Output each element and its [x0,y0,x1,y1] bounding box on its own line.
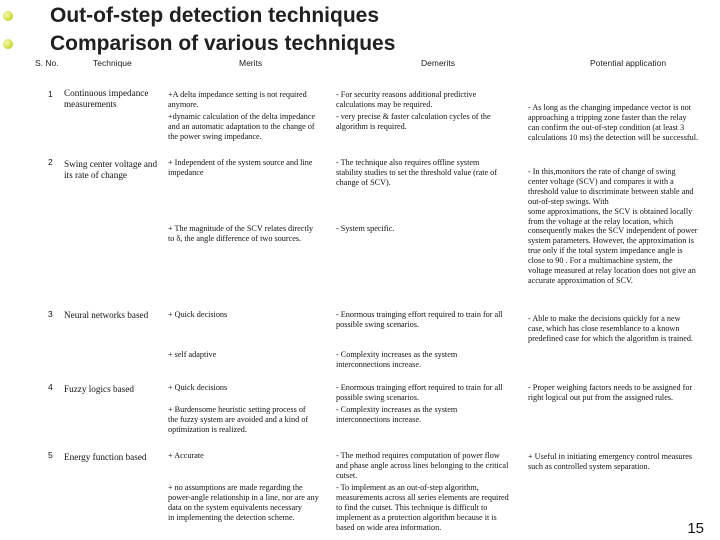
cell-line: based on wide area information. [336,522,442,532]
cell-line: center voltage (SCV) and compares it with a [528,176,674,186]
cell-line: - Enormous trainging effort required to train for all [336,383,503,392]
cell-line: predefined case for which the algorithm is trained. [528,333,694,343]
cell-line: possible swing scenarios. [336,392,420,402]
demerits-cell [336,483,509,533]
technique-cell [64,159,157,181]
merits-cell [168,405,308,435]
cell-line: accurate approximation of SCV. [528,275,633,285]
cell-line: Neural networks based [64,310,149,320]
cell-line: and an automatic adaptation to the change of [168,121,315,131]
cell-line: + self adaptive [168,350,217,359]
cell-line: to find the cutset. This technique is difficult to [336,502,488,512]
merits-cell [168,451,204,461]
demerits-cell [336,405,457,425]
cell-line: + The magnitude of the SCV relates directly [168,224,314,233]
cell-line: + Independent of the system source and line [168,158,313,167]
cell-line: + Accurate [168,451,204,460]
cell-line: - As long as the changing impedance vector is not [528,103,692,112]
cell-line: - very precise & faster calculation cycles of the [336,112,491,121]
cell-line: anymore. [168,99,199,109]
technique-cell [64,310,148,321]
cell-line: approaching a tripping zone faster than the relay [528,112,687,122]
row-number: 1 [48,89,53,99]
slide-title-line-1: Out-of-step detection techniques [50,4,380,27]
cell-line: + Quick decisions [168,383,228,392]
demerits-cell [336,112,491,132]
cell-line: + no assumptions are made regarding the [168,483,303,492]
merits-cell [168,158,312,178]
cell-line: - To implement as an out-of-step algorithm, [336,483,479,492]
cell-line: and phase angle across lines belonging to the critical [336,460,509,470]
cell-line: data on the system equivalents necessary [168,502,302,512]
cell-line: - System specific. [336,224,395,233]
cell-line: system parameters. However, the approximation is [528,236,694,246]
header-sno: S. No. [35,58,59,68]
merits-cell [168,310,227,320]
demerits-cell [336,310,503,330]
cell-line: + Burdensome heuristic setting process of [168,405,306,414]
cell-line: Continuous impedance [64,88,149,98]
cell-line: algorithm is required. [336,121,407,131]
merits-cell [168,350,216,360]
cell-line: voltage measured at relay location does not give an [528,266,696,276]
cell-line: some approximations, the SCV is obtained locally [528,206,693,216]
cell-line: - For security reasons additional predictive [336,90,477,99]
merits-cell [168,483,319,523]
merits-cell [168,383,227,393]
application-cell [528,167,697,286]
cell-line: possible swing scenarios. [336,319,420,329]
cell-line: can confirm the out-of-step condition (at least 3 [528,122,685,132]
cell-line: Energy function based [64,452,147,462]
demerits-cell [336,350,457,370]
cell-line: calculations 10 ms) the detection will be successful. [528,132,699,142]
cell-line: its rate of change [64,170,128,180]
cell-line: power-angle relationship in a line, nor are any [168,492,319,502]
application-cell [528,314,693,344]
cell-line: - Complexity increases as the system [336,405,458,414]
cell-line: such as controlled system separation. [528,461,650,471]
application-cell [528,383,692,403]
cell-line: interconnections increase. [336,359,422,369]
cell-line: - Enormous trainging effort required to train for all [336,310,503,319]
cell-line: - Proper weighing factors needs to be assigned for [528,383,693,392]
cell-line: change of SCV). [336,177,391,187]
technique-cell [64,88,148,110]
cell-line: - Complexity increases as the system [336,350,458,359]
cell-line: impedance [168,167,204,177]
cell-line: stability studies to set the threshold value (rate of [336,167,497,177]
technique-cell [64,384,134,395]
header-technique: Technique [93,58,132,68]
slide-title-line-2: Comparison of various techniques [50,32,396,55]
demerits-cell [336,158,497,188]
cell-line: case, which has close resemblance to a known [528,323,680,333]
merits-cell [168,90,307,110]
cell-line: close to 90 . For a multimachine system, the [528,256,673,266]
cell-line: cutset. [336,470,358,480]
merits-cell [168,112,315,142]
header-demerits: Demerits [421,58,456,68]
cell-line: out-of-step swings. With [528,196,609,206]
cell-line: true only if the total system impedance angle is [528,246,683,256]
cell-line: - The method requires computation of power flow [336,451,500,460]
cell-line: measurements [64,99,117,109]
demerits-cell [336,451,508,481]
title-bullet-icon [3,11,13,21]
cell-line: Swing center voltage and [64,159,158,169]
row-number: 5 [48,450,53,460]
application-cell [528,452,692,472]
cell-line: implement as a protection algorithm because it is [336,512,497,522]
application-cell [528,103,698,143]
cell-line: interconnections increase. [336,414,422,424]
demerits-cell [336,383,503,403]
cell-line: consequently makes the SCV independent of power [528,226,698,236]
row-number: 4 [48,382,53,392]
row-number: 3 [48,309,53,319]
cell-line: the fuzzy system are avoided and a kind of [168,414,309,424]
cell-line: - In this,monitors the rate of change of swing [528,167,676,176]
cell-line: in implementing the detection scheme. [168,512,295,522]
technique-cell [64,452,147,463]
cell-line: optimization is realized. [168,424,247,434]
cell-line: calculations may be required. [336,99,433,109]
row-number: 2 [48,157,53,167]
cell-line: +dynamic calculation of the delta impedance [168,112,316,121]
cell-line: - Able to make the decisions quickly for a new [528,314,681,323]
demerits-cell [336,224,394,234]
cell-line: to δ, the angle difference of two sources. [168,233,302,243]
cell-line: + Quick decisions [168,310,228,319]
cell-line: - The technique also requires offline system [336,158,480,167]
page-number: 15 [687,520,704,537]
cell-line: +A delta impedance setting is not required [168,90,307,99]
cell-line: the power swing impedance. [168,131,262,141]
header-merits: Merits [239,58,263,68]
header-potential-application: Potential application [590,58,667,68]
cell-line: measurements across all series elements are required [336,492,509,502]
cell-line: Fuzzy logics based [64,384,134,394]
merits-cell [168,224,313,244]
cell-line: right logical out put from the assigned rules. [528,392,674,402]
cell-line: + Useful in initiating emergency control measures [528,452,693,461]
title-bullet-icon [3,39,13,49]
demerits-cell [336,90,476,110]
cell-line: threshold value to discriminate between stable and [528,186,694,196]
cell-line: from the voltage at the relay location, which [528,216,674,226]
